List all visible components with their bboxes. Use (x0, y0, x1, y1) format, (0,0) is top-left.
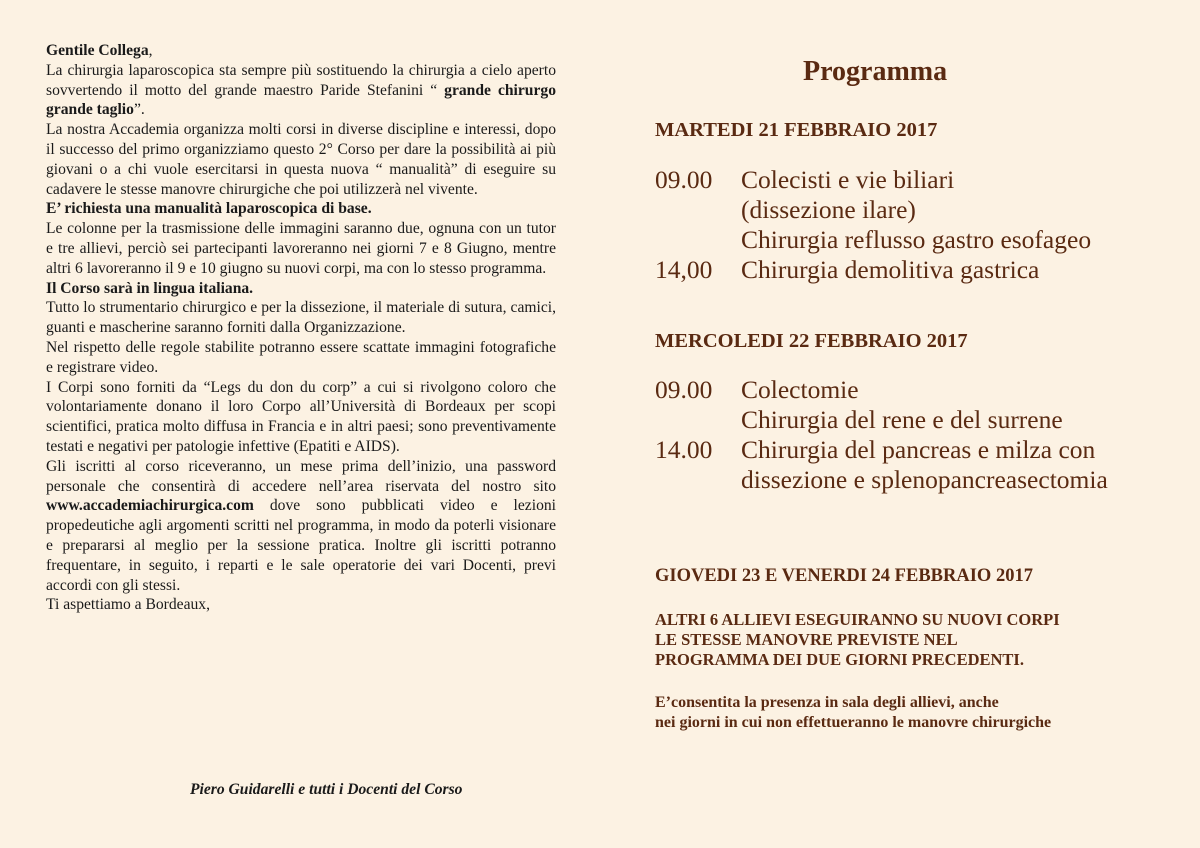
letter-paragraph-6: Tutto lo strumentario chirurgico e per la dissezione, il materiale di sutura, camici, guanti e mascherine saranno forniti dalla Organizzazione. (46, 299, 556, 337)
letter-paragraph-1 (46, 61, 556, 120)
footer-note: E’consentita la presenza in sala degli allievi, anche (655, 694, 999, 711)
letter-paragraph-3 (46, 199, 556, 219)
day3-note: LE STESSE MANOVRE PREVISTE NEL (655, 630, 958, 649)
p5-bold: Il Corso sarà in lingua italiana. (46, 279, 254, 297)
website-link[interactable]: www.accademiachirurgica.com (46, 497, 254, 515)
day3-note: ALTRI 6 ALLIEVI ESEGUIRANNO SU NUOVI CORPI (655, 610, 1060, 629)
slot-desc: Colecisti e vie biliari (741, 165, 955, 194)
p9-rest: dove sono pubblicati video e lezioni propedeutiche agli argomenti scritti nel programma, in modo da poterli visionare e prepararsi al meglio per la sessione pratica. Inoltre gli iscritti potranno frequentare, in seguito, i reparti e le sale operatorie dei vari Docenti, previ accordi con gli stessi. (46, 497, 556, 594)
greeting-comma: , (148, 42, 153, 59)
letter-paragraph-8: I Corpi sono forniti da “Legs du don du corp” a cui si rivolgono coloro che volontariamente donano il loro Corpo all’Università di Bordeaux per scopi scientifici, pratica molto diffusa in Francia e in altri paesi; sono preventivamente testati e negativi per patologie infettive (Epatiti e AIDS). (46, 378, 556, 455)
letter-body (46, 41, 556, 615)
slot-desc: Chirurgia demolitiva gastrica (741, 255, 1040, 284)
slot-desc: Chirurgia reflusso gastro esofageo (741, 225, 1092, 254)
day3-heading: GIOVEDI 23 E VENERDI 24 FEBBRAIO 2017 (655, 566, 1033, 586)
slot-desc: Colectomie (741, 375, 859, 404)
letter-paragraph-4: Le colonne per la trasmissione delle immagini saranno due, ognuna con un tutor e tre allievi, perciò sei partecipanti lavoreranno nei giorni 7 e 8 Giugno, mentre altri 6 lavoreranno il 9 e 10 giugno su nuovi corpi, ma con lo stesso programma. (46, 220, 556, 277)
p1-text: La chirurgia laparoscopica sta sempre più sostituendo la chirurgia a cielo aperto sovvertendo il motto del grande maestro Paride Stefanini “ (46, 61, 556, 99)
slot-time: 14.00 (655, 435, 713, 464)
signature: Piero Guidarelli e tutti i Docenti del Corso (190, 781, 463, 798)
letter-closing: Ti aspettiamo a Bordeaux, (46, 596, 211, 614)
slot-desc: (dissezione ilare) (741, 195, 916, 224)
day2-heading: MERCOLEDI 22 FEBBRAIO 2017 (655, 330, 968, 352)
day3-note: PROGRAMMA DEI DUE GIORNI PRECEDENTI. (655, 650, 1024, 669)
day1-heading: MARTEDI 21 FEBBRAIO 2017 (655, 119, 938, 141)
p9-text: Gli iscritti al corso riceveranno, un mese prima dell’inizio, una password personale che consentirà di accedere nell’area riservata del nostro sito (46, 457, 556, 495)
footer-note: nei giorni in cui non effettueranno le manovre chirurgiche (655, 714, 1052, 731)
p1-end: ”. (133, 101, 145, 119)
slot-desc: dissezione e splenopancreasectomia (741, 465, 1108, 494)
slot-time: 14,00 (655, 255, 713, 284)
slot-desc: Chirurgia del pancreas e milza con (741, 435, 1096, 464)
programma-title: Programma (803, 56, 948, 87)
slot-desc: Chirurgia del rene e del surrene (741, 405, 1063, 434)
letter-paragraph-5 (46, 279, 556, 299)
letter-paragraph-2: La nostra Accademia organizza molti corsi in diverse discipline e interessi, dopo il successo del primo organizziamo questo 2° Corso per dare la possibilità ai più giovani o a chi vuole esercitarsi in questa nuova “ manualità” di eseguire su cadavere le stesse manovre chirurgiche che poi utilizzerà nel vivente. (46, 121, 556, 198)
p3-bold: E’ richiesta una manualità laparoscopica di base. (46, 200, 372, 218)
p1-motto: grande chirurgo grande taglio (46, 81, 556, 119)
letter-greeting (46, 41, 556, 61)
slot-time: 09.00 (655, 375, 713, 404)
letter-paragraph-7: Nel rispetto delle regole stabilite potranno essere scattate immagini fotografiche e registrare video. (46, 338, 556, 376)
slot-time: 09.00 (655, 165, 713, 194)
greeting-text: Gentile Collega (46, 42, 149, 59)
letter-paragraph-9 (46, 457, 556, 596)
